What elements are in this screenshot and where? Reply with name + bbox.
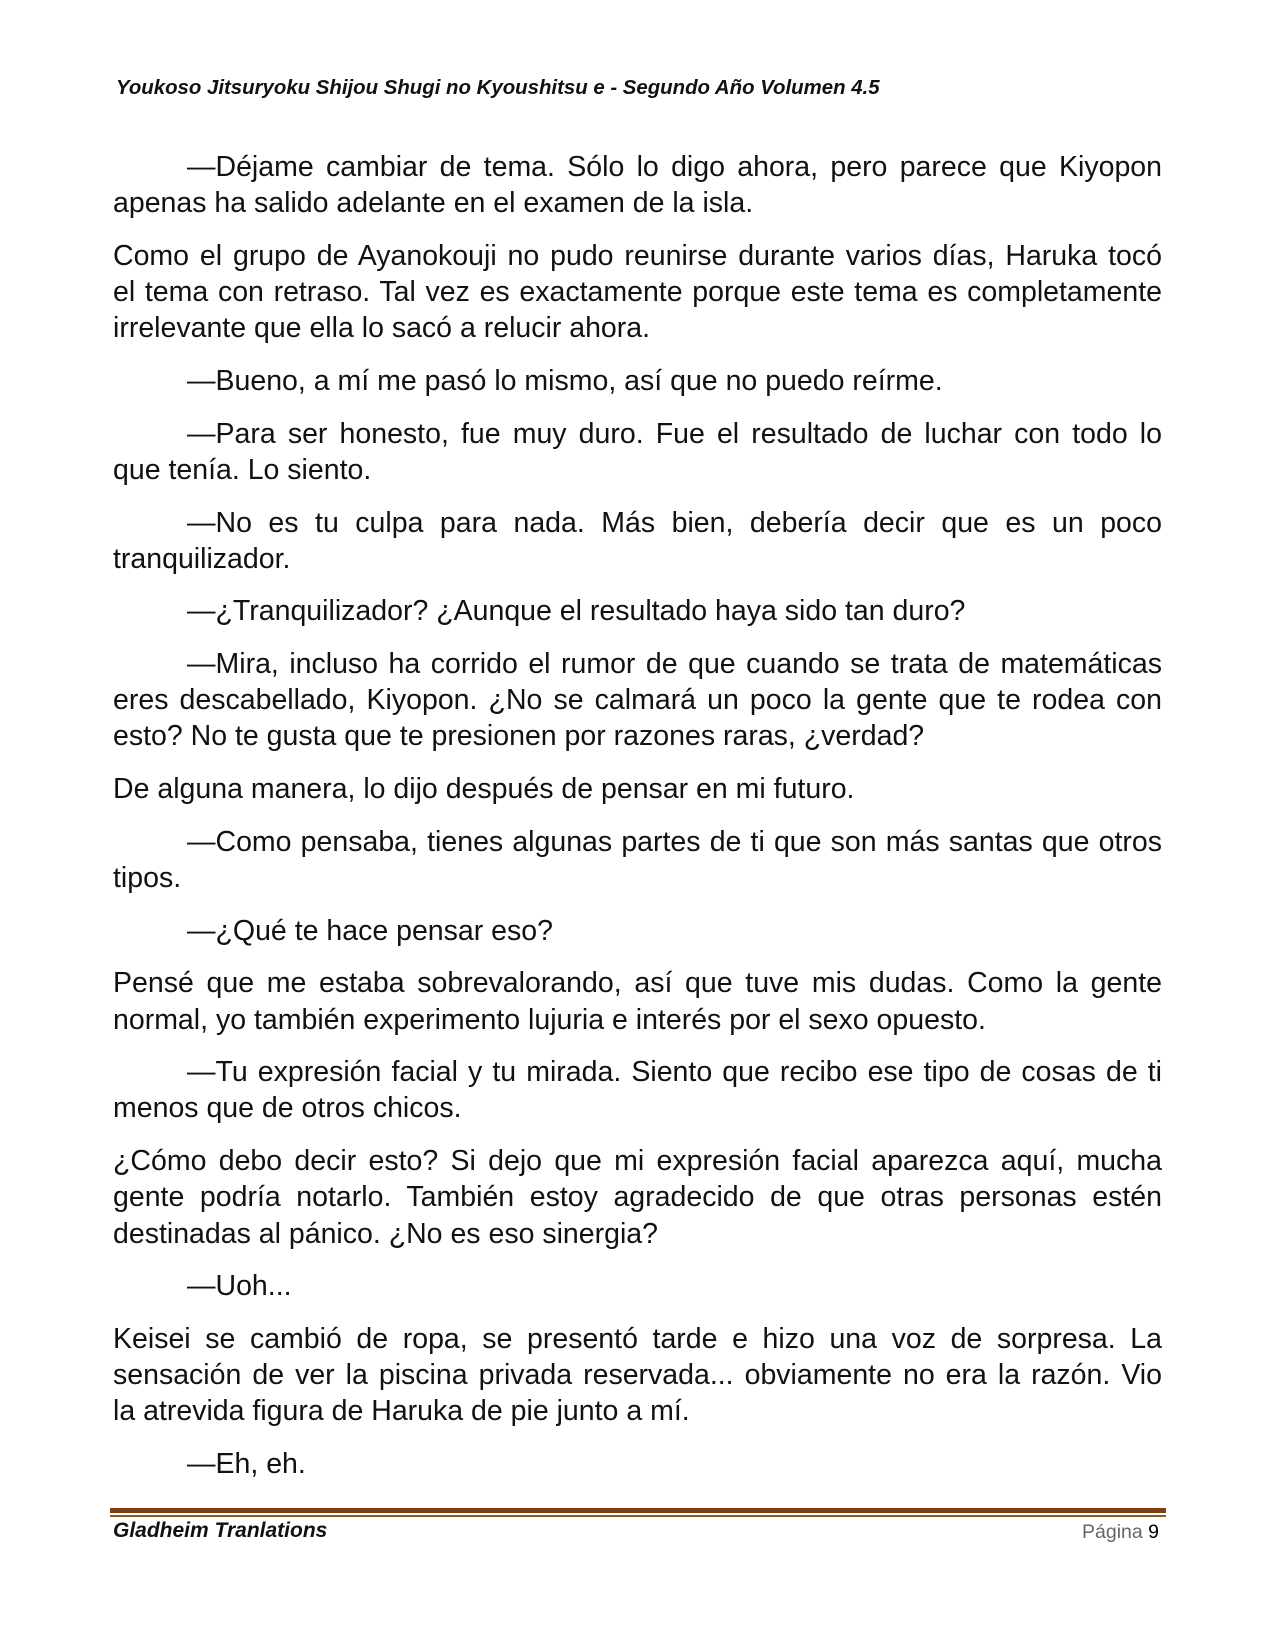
- text-line: el tema con retraso. Tal vez es exactamente porque este tema es completamente: [113, 276, 1162, 309]
- text-line: sensación de ver la piscina privada reservada... obviamente no era la razón. Vio: [113, 1359, 1162, 1392]
- paragraph: [113, 1054, 1162, 1126]
- paragraph: [113, 824, 1162, 896]
- paragraph: [113, 416, 1162, 488]
- text-line: —¿Qué te hace pensar eso?: [187, 914, 553, 947]
- text-line: —Déjame cambiar de tema. Sólo lo digo ahora, pero parece que Kiyopon: [187, 151, 1162, 183]
- text-line: —No es tu culpa para nada. Más bien, debería decir que es un poco: [187, 506, 1162, 539]
- text-line: tranquilizador.: [113, 542, 291, 575]
- paragraph: [113, 913, 1162, 949]
- paragraph: [113, 363, 1162, 399]
- paragraph: [113, 1321, 1162, 1430]
- page-number: 9: [1148, 1521, 1159, 1543]
- text-line: —Eh, eh.: [187, 1447, 306, 1480]
- text-line: eres descabellado, Kiyopon. ¿No se calmará un poco la gente que te rodea con: [113, 684, 1162, 717]
- footer-rule-thin: [110, 1515, 1166, 1517]
- paragraph: [113, 505, 1162, 577]
- paragraph: [113, 149, 1162, 221]
- paragraph: [113, 646, 1162, 755]
- text-line: —Uoh...: [187, 1270, 292, 1303]
- text-line: que tenía. Lo siento.: [113, 453, 372, 486]
- paragraph: [113, 593, 1162, 629]
- text-line: irrelevante que ella lo sacó a relucir ahora.: [113, 312, 651, 345]
- footer-translator: Gladheim Tranlations: [113, 1519, 328, 1542]
- paragraph: [113, 238, 1162, 347]
- text-line: Keisei se cambió de ropa, se presentó tarde e hizo una voz de sorpresa. La: [113, 1322, 1162, 1355]
- text-line: —Para ser honesto, fue muy duro. Fue el resultado de luchar con todo lo: [187, 417, 1162, 450]
- text-line: la atrevida figura de Haruka de pie junto a mí.: [113, 1395, 690, 1428]
- text-line: —Mira, incluso ha corrido el rumor de que cuando se trata de matemáticas: [187, 648, 1162, 681]
- page-number-block: [1082, 1520, 1159, 1544]
- paragraph: [113, 1446, 1162, 1482]
- text-line: apenas ha salido adelante en el examen de la isla.: [113, 187, 754, 220]
- text-line: —Tu expresión facial y tu mirada. Siento que recibo ese tipo de cosas de ti: [187, 1056, 1162, 1089]
- text-line: —Como pensaba, tienes algunas partes de ti que son más santas que otros: [187, 825, 1162, 858]
- text-line: —Bueno, a mí me pasó lo mismo, así que no puedo reírme.: [187, 364, 943, 397]
- body-text: [113, 149, 1162, 1499]
- paragraph: [113, 1143, 1162, 1252]
- page-number-label: Página: [1082, 1521, 1143, 1543]
- text-line: —¿Tranquilizador? ¿Aunque el resultado haya sido tan duro?: [187, 595, 966, 628]
- text-line: De alguna manera, lo dijo después de pensar en mi futuro.: [113, 773, 855, 806]
- text-line: menos que de otros chicos.: [113, 1092, 462, 1125]
- running-header: Youkoso Jitsuryoku Shijou Shugi no Kyoushitsu e - Segundo Año Volumen 4.5: [116, 77, 880, 99]
- text-line: Como el grupo de Ayanokouji no pudo reunirse durante varios días, Haruka tocó: [113, 239, 1162, 272]
- text-line: destinadas al pánico. ¿No es eso sinergia?: [113, 1217, 658, 1250]
- text-line: gente podría notarlo. También estoy agradecido de que otras personas estén: [113, 1181, 1162, 1214]
- text-line: Pensé que me estaba sobrevalorando, así que tuve mis dudas. Como la gente: [113, 967, 1162, 1000]
- text-line: normal, yo también experimento lujuria e interés por el sexo opuesto.: [113, 1003, 986, 1036]
- text-line: tipos.: [113, 862, 182, 894]
- paragraph: [113, 1268, 1162, 1304]
- text-line: esto? No te gusta que te presionen por razones raras, ¿verdad?: [113, 720, 925, 753]
- paragraph: [113, 771, 1162, 807]
- paragraph: [113, 965, 1162, 1037]
- footer-rule: [110, 1508, 1166, 1513]
- text-line: ¿Cómo debo decir esto? Si dejo que mi expresión facial aparezca aquí, mucha: [113, 1145, 1162, 1178]
